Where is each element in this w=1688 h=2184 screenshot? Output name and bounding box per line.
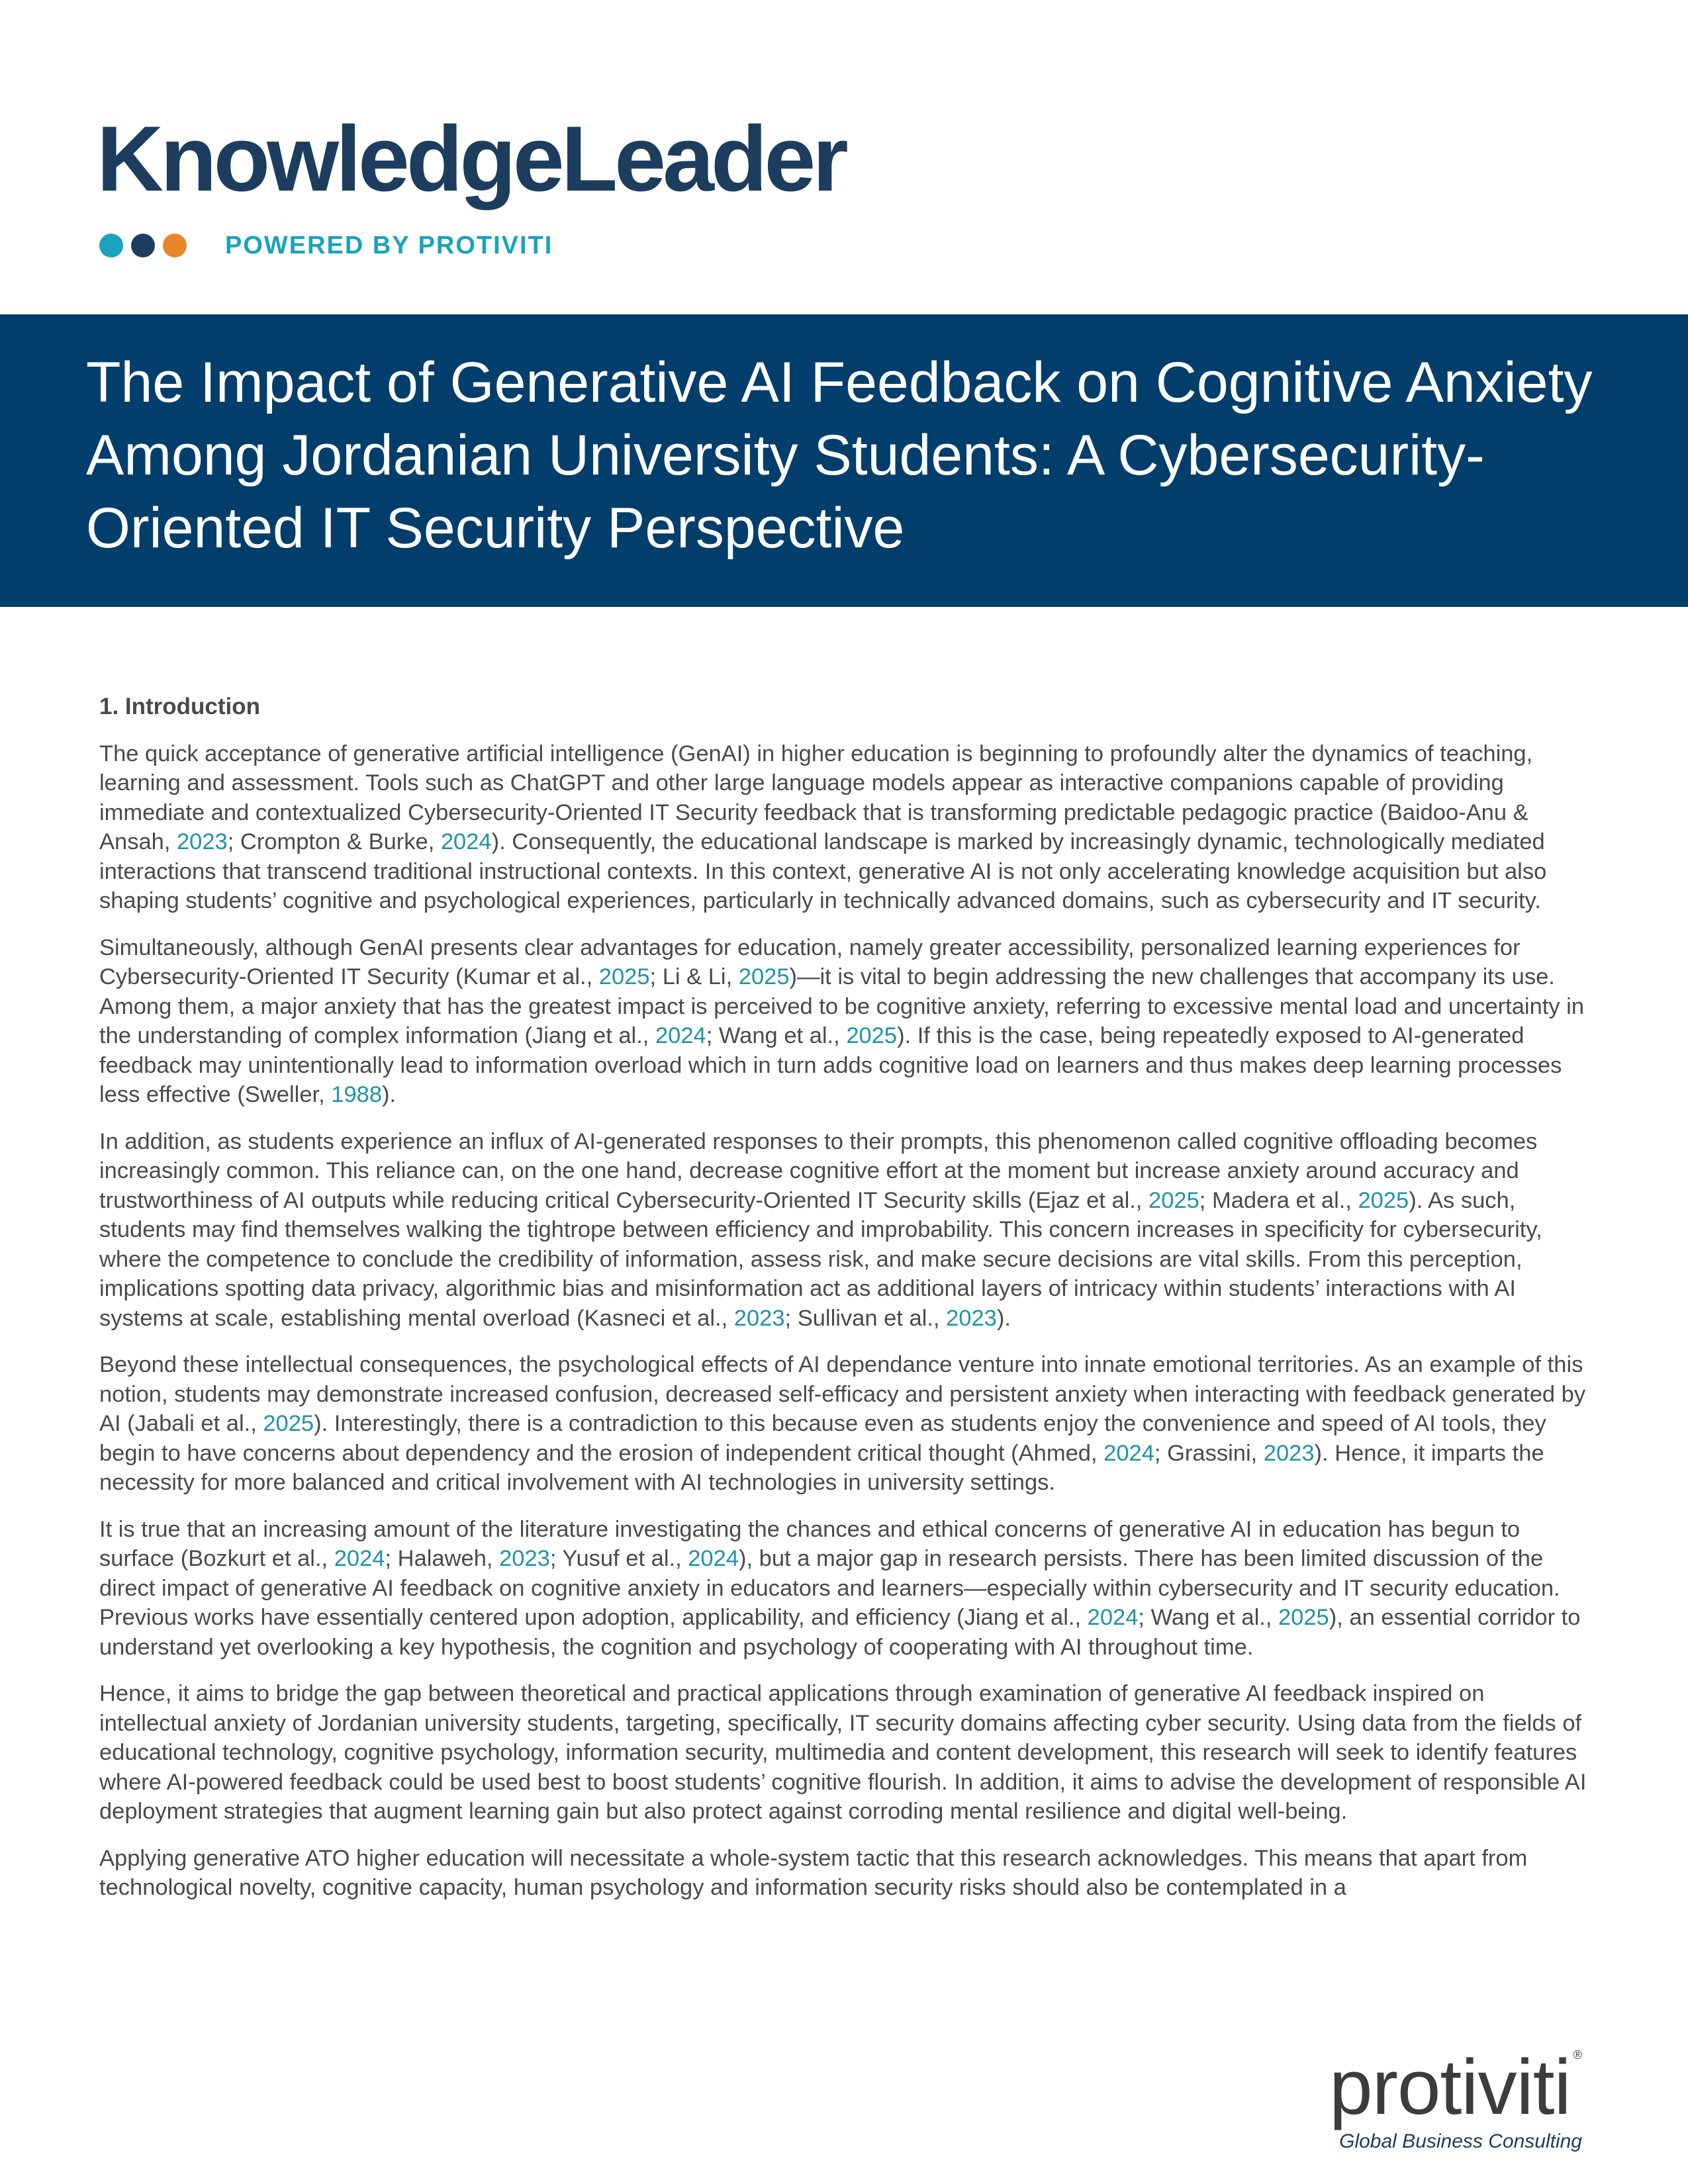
paragraph-text: ; Halaweh, [385,1546,500,1571]
citation-year-link[interactable]: 2024 [334,1546,385,1571]
citation-year-link[interactable]: 2023 [177,829,228,854]
paragraph-text: ; Yusuf et al., [549,1546,688,1571]
paragraph-text: )—it is vital to begin addressing the new challenges that accompany its use. Among them, a major anxiety that has the greatest impact is perceived to be cognitive anxiety, referring to excessive mental load and uncertainty in the understanding of complex information (Jiang et al., [99,964,1585,1048]
registered-mark: ® [1573,2048,1582,2062]
paragraph-text: ; Crompton & Burke, [227,829,441,854]
citation-year-link[interactable]: 2024 [440,829,492,854]
citation-year-link[interactable]: 2025 [738,964,790,989]
body-paragraph [99,1515,1589,1662]
paragraph-text: In addition, as students experience an influx of AI-generated responses to their prompts, this phenomenon called cognitive offloading becomes increasingly common. This reliance can, on the one hand, decrease cognitive effort at the moment but increase anxiety around accuracy and trustworthiness of AI outputs while reducing critical Cybersecurity-Oriented IT Security skills (Ejaz et al., [99,1128,1538,1213]
orange-dot-icon [163,234,187,257]
citation-year-link[interactable]: 2025 [1358,1187,1409,1213]
body-paragraph [99,933,1589,1110]
paragraph-text: Beyond these intellectual consequences, the psychological effects of AI dependance venture into innate emotional territories. As an example of this notion, students may demonstrate increased confusion, decreased self-efficacy and persistent anxiety when interacting with feedback generated by AI (Jabali et al., [99,1352,1586,1436]
body-paragraph [99,1350,1589,1498]
citation-year-link[interactable]: 2025 [598,964,650,989]
paragraph-text: ). Consequently, the educational landscape is marked by increasingly dynamic, technologically mediated interactions that transcend traditional instructional contexts. In this context, generative AI is not only accelerating knowledge acquisition but also shaping students’ cognitive and psychological experiences, particularly in technically advanced domains, such as cybersecurity and IT security. [99,829,1547,913]
citation-year-link[interactable]: 2023 [733,1305,785,1331]
paragraph-text: Hence, it aims to bridge the gap between theoretical and practical applications through examination of generative AI feedback inspired on intellectual anxiety of Jordanian university students, targeting, specifically, IT security domains affecting cyber security. Using data from the fields of educational technology, cognitive psychology, information security, multimedia and content development, this research will seek to identify features where AI-powered feedback could be used best to boost students’ cognitive flourish. In addition, it aims to advise the development of responsible AI deployment strategies that augment learning gain but also protect against corroding mental resilience and digital well-being. [99,1681,1587,1824]
paragraph-text: ; Sullivan et al., [784,1305,947,1331]
paragraph-text: ), an essential corridor to understand yet overlooking a key hypothesis, the cognition and psychology of cooperating with AI throughout time. [99,1605,1581,1660]
citation-year-link[interactable]: 2025 [263,1411,314,1436]
paragraph-list [99,739,1589,1903]
paragraph-text: ), but a major gap in research persists. There has been limited discussion of the direct impact of generative AI feedback on cognitive anxiety in educators and learners—especially within cybersecurity and IT security education. Previous works have essentially centered upon adoption, applicability, and efficiency (Jiang et al., [99,1546,1560,1630]
paragraph-text: Simultaneously, although GenAI presents clear advantages for education, namely greater accessibility, personalized learning experiences for Cybersecurity-Oriented IT Security (Kumar et al., [99,934,1521,989]
citation-year-link[interactable]: 2024 [1103,1440,1154,1466]
body-paragraph [99,1844,1589,1903]
paragraph-text: ). Hence, it imparts the necessity for more balanced and critical involvement with AI technologies in university settings. [99,1440,1544,1495]
paragraph-text: ). [382,1082,397,1107]
body-paragraph [99,739,1589,916]
powered-by-label: POWERED BY PROTIVITI [225,232,553,259]
paragraph-text: ; Wang et al., [706,1023,847,1048]
citation-year-link[interactable]: 2025 [1278,1605,1329,1630]
section-heading: 1. Introduction [99,694,261,719]
body-paragraph [99,1679,1589,1827]
teal-dot-icon [99,234,123,257]
paragraph-text: ; Madera et al., [1199,1187,1358,1213]
citation-year-link[interactable]: 2023 [1263,1440,1315,1466]
citation-year-link[interactable]: 2023 [946,1305,997,1331]
document-body [99,692,1589,1920]
paragraph-text: It is true that an increasing amount of the literature investigating the chances and ethical concerns of generative AI in education has begun to surface (Bozkurt et al., [99,1516,1521,1571]
protiviti-wordmark: protiviti [1329,2044,1571,2131]
navy-dot-icon [131,234,155,257]
paragraph-text: ; Wang et al., [1138,1605,1278,1630]
citation-year-link[interactable]: 2024 [655,1023,706,1048]
paragraph-text: ; Li & Li, [649,964,739,989]
body-paragraph [99,1127,1589,1334]
paragraph-text: ). As such, students may find themselves walking the tightrope between efficiency and improbability. This concern increases in specificity for cybersecurity, where the competence to conclude the credibility of information, assess risk, and make secure decisions are vital skills. From this perception, implications spotting data privacy, algorithmic bias and misinformation act as additional layers of intricacy within students’ interactions with AI systems at scale, establishing mental overload (Kasneci et al., [99,1187,1542,1331]
citation-year-link[interactable]: 1988 [331,1082,383,1107]
title-banner [0,314,1688,607]
paragraph-text: ; Grassini, [1154,1440,1264,1466]
paragraph-text: ). [996,1305,1011,1331]
paragraph-text: ). If this is the case, being repeatedly exposed to AI-generated feedback may unintentionally lead to information overload which in turn adds cognitive load on learners and thus makes deep learning processes less effective (Sweller, [99,1023,1562,1107]
knowledgeleader-logo: KnowledgeLeader [97,107,845,210]
protiviti-footer-logo [1329,2044,1582,2152]
paragraph-text: ). Interestingly, there is a contradiction to this because even as students enjoy the convenience and speed of AI tools, they begin to have concerns about dependency and the erosion of independent critical thought (Ahmed, [99,1411,1546,1466]
citation-year-link[interactable]: 2024 [688,1546,739,1571]
citation-year-link[interactable]: 2023 [499,1546,550,1571]
citation-year-link[interactable]: 2024 [1087,1605,1139,1630]
paragraph-text: Applying generative ATO higher education will necessitate a whole-system tactic that this research acknowledges. This means that apart from technological novelty, cognitive capacity, human psychology and information security risks should also be contemplated in a [99,1845,1528,1900]
citation-year-link[interactable]: 2025 [1149,1187,1199,1213]
document-title: The Impact of Generative AI Feedback on Cognitive Anxiety Among Jordanian University Students: A Cybersecurity-Oriented IT Security Perspective [86,351,1593,560]
footer-tagline: Global Business Consulting [1339,2130,1582,2152]
paragraph-text: The quick acceptance of generative artificial intelligence (GenAI) in higher education is beginning to profoundly alter the dynamics of teaching, learning and assessment. Tools such as ChatGPT and other large language models appear as interactive companions capable of providing immediate and contextualized Cybersecurity-Oriented IT Security feedback that is transforming predictable pedagogic practice (Baidoo-Anu & Ansah, [99,741,1533,854]
citation-year-link[interactable]: 2025 [846,1023,898,1048]
